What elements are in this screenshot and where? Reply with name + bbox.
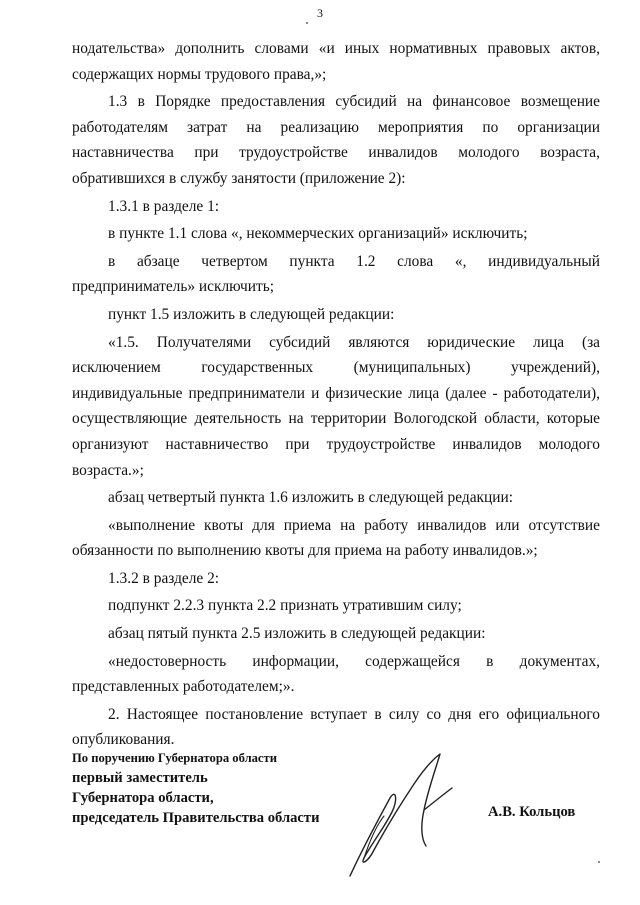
signature-line-1: По поручению Губернатора области bbox=[72, 751, 277, 765]
paragraph-point-1-2: в абзаце четвертом пункта 1.2 слова «, индивидуальный предприниматель» исключить; bbox=[72, 252, 600, 296]
paragraph-point-1-6-intro: абзац четвертый пункта 1.6 изложить в следующей редакции: bbox=[108, 489, 513, 507]
paragraph-subpoint-2-2-3: подпункт 2.2.3 пункта 2.2 признать утратившим силу; bbox=[108, 597, 462, 615]
signer-name: А.В. Кольцов bbox=[488, 804, 576, 820]
paragraph-effective-date: 2. Настоящее постановление вступает в силу со дня его официального опубликования. bbox=[72, 705, 600, 749]
signature-line-2: первый заместитель bbox=[72, 770, 208, 786]
scan-speck bbox=[306, 22, 308, 24]
page-number: 3 bbox=[317, 6, 323, 20]
paragraph-point-1-1: в пункте 1.1 слова «, некоммерческих организаций» исключить; bbox=[108, 225, 528, 243]
signature-line-3: Губернатора области, bbox=[72, 790, 214, 806]
paragraph-item-1-3-1: 1.3.1 в разделе 1: bbox=[108, 197, 220, 215]
scan-speck bbox=[598, 861, 600, 863]
paragraph-point-2-5-text: «недостоверность информации, содержащейся в документах, представленных работодателем;». bbox=[72, 652, 600, 696]
handwritten-signature bbox=[340, 750, 458, 880]
document-body bbox=[72, 36, 600, 753]
signature-line-4: председатель Правительства области bbox=[72, 810, 320, 826]
paragraph-item-1-3-2: 1.3.2 в разделе 2: bbox=[108, 569, 220, 587]
paragraph-point-1-5-text: «1.5. Получателями субсидий являются юридические лица (за исключением государственных (муниципальных) учреждений), индивидуальные предприниматели и физические лица (далее - работодатели), осуществляющие деятельность на территории Вологодской области, которые организуют наставничество при трудоустройстве инвалидов молодого возраста.»; bbox=[72, 333, 600, 479]
paragraph-point-1-6-text: «выполнение квоты для приема на работу инвалидов или отсутствие обязанности по выполнению квоты для приема на работу инвалидов.»; bbox=[72, 516, 600, 560]
paragraph-item-1-3: 1.3 в Порядке предоставления субсидий на финансовое возмещение работодателям затрат на реализацию мероприятия по организации наставничества при трудоустройстве инвалидов молодого возраста, обратившихся в службу занятости (приложение 2): bbox=[72, 93, 600, 187]
paragraph-point-2-5-intro: абзац пятый пункта 2.5 изложить в следующей редакции: bbox=[108, 625, 486, 643]
signature-block bbox=[72, 748, 372, 828]
paragraph-point-1-5-intro: пункт 1.5 изложить в следующей редакции: bbox=[108, 305, 395, 323]
paragraph-continuation: нодательства» дополнить словами «и иных нормативных правовых актов, содержащих нормы трудового права,»; bbox=[72, 40, 600, 83]
